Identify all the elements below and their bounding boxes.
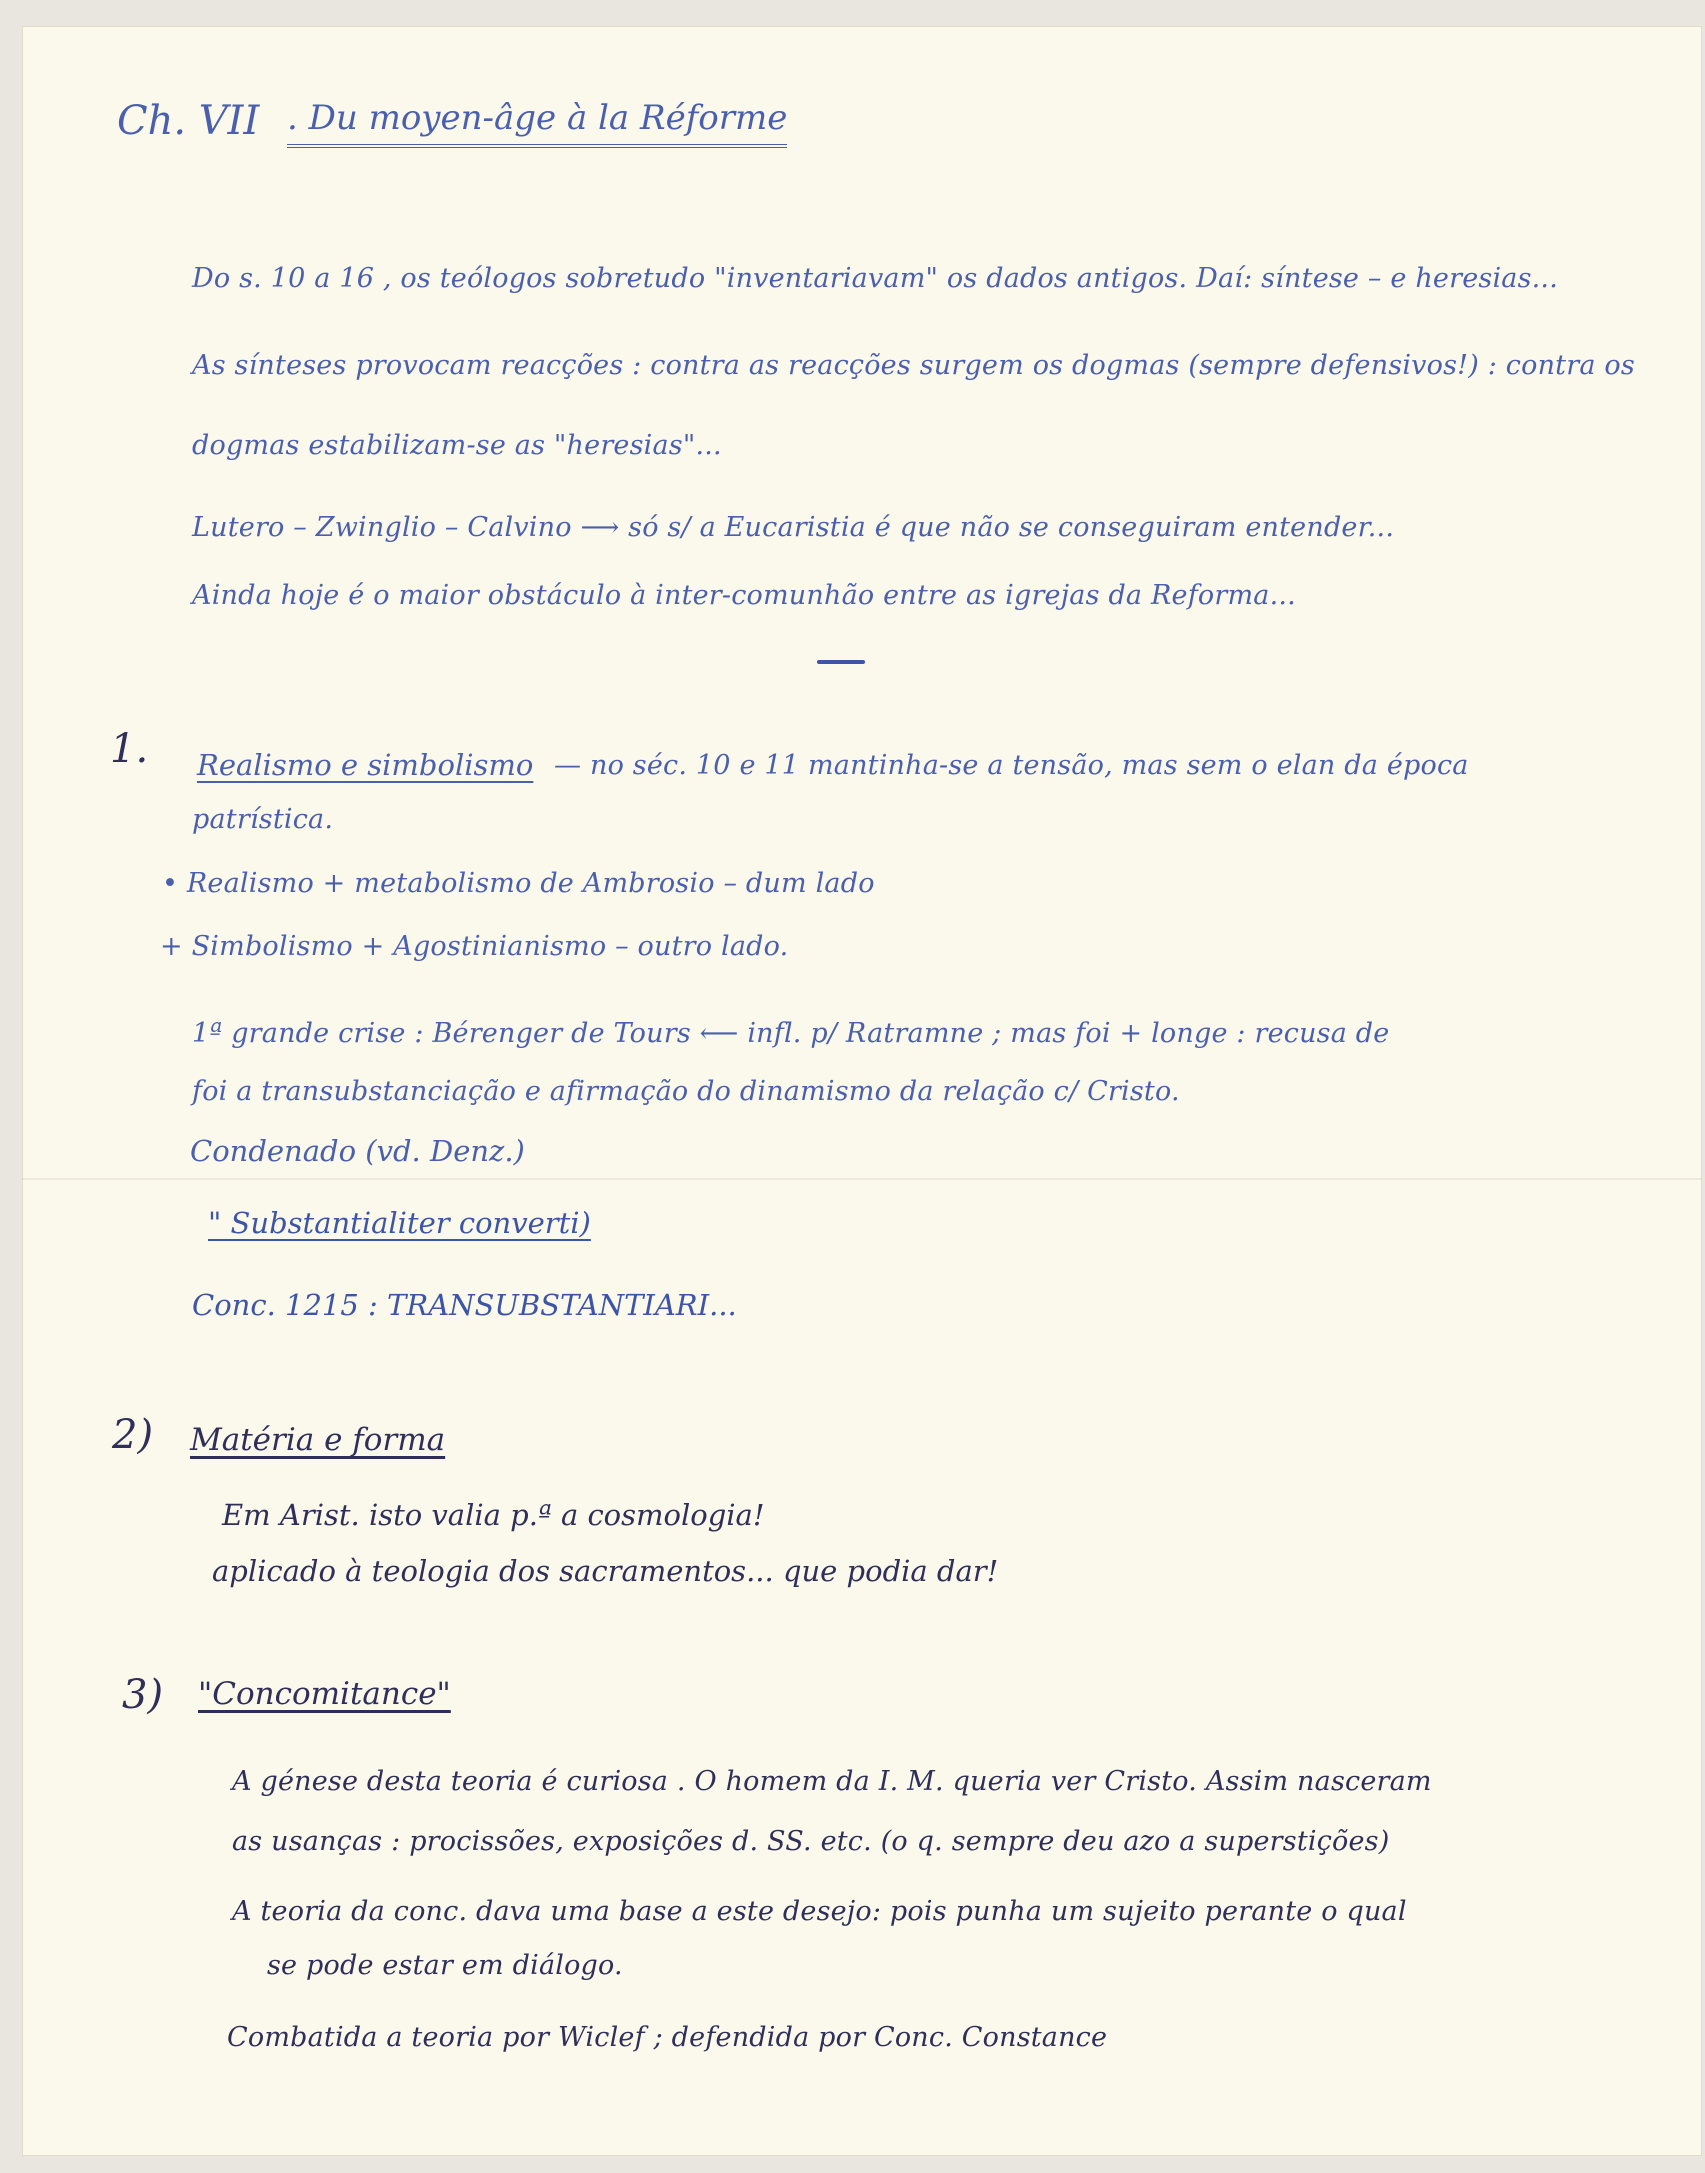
section-2-line-1: Em Arist. isto valia p.ª a cosmologia! bbox=[222, 1498, 765, 1532]
section-1-line-5: 1ª grande crise : Bérenger de Tours ⟵ infl. p/ Ratramne ; mas foi + longe : recusa de bbox=[192, 1018, 1390, 1049]
intro-line-5: Ainda hoje é o maior obstáculo à inter-comunhão entre as igrejas da Reforma... bbox=[192, 580, 1296, 611]
section-3-line-2: as usanças : procissões, exposições d. SS. etc. (o q. sempre deu azo a superstições) bbox=[232, 1826, 1390, 1857]
section-3-number: 3) bbox=[122, 1672, 164, 1718]
intro-line-1: Do s. 10 a 16 , os teólogos sobretudo "inventariavam" os dados antigos. Daí: síntese – e heresias... bbox=[192, 263, 1558, 294]
section-1-line-9: Conc. 1215 : TRANSUBSTANTIARI... bbox=[192, 1288, 737, 1322]
section-1-line-6: foi a transubstanciação e afirmação do dinamismo da relação c/ Cristo. bbox=[192, 1076, 1180, 1107]
section-1-line-3: • Realismo + metabolismo de Ambrosio – dum lado bbox=[162, 868, 875, 899]
section-1-line-7: Condenado (vd. Denz.) bbox=[190, 1134, 525, 1168]
intro-line-4: Lutero – Zwinglio – Calvino ⟶ só s/ a Eucaristia é que não se conseguiram entender... bbox=[192, 512, 1395, 543]
intro-line-3: dogmas estabilizam-se as "heresias"... bbox=[192, 430, 722, 461]
handwritten-page bbox=[22, 26, 1702, 2156]
intro-line-2: As sínteses provocam reacções : contra as reacções surgem os dogmas (sempre defensivos!) : contra os bbox=[192, 350, 1635, 381]
chapter-title: . Du moyen-âge à la Réforme bbox=[287, 98, 787, 148]
section-2-number: 2) bbox=[112, 1412, 154, 1458]
section-1-number: 1. bbox=[110, 726, 149, 772]
page-fold bbox=[22, 1178, 1702, 1180]
section-3-line-1: A génese desta teoria é curiosa . O homem da I. M. queria ver Cristo. Assim nasceram bbox=[232, 1766, 1432, 1797]
chapter-number: Ch. VII bbox=[117, 98, 260, 144]
section-1-line-4: + Simbolismo + Agostinianismo – outro lado. bbox=[160, 931, 789, 962]
section-1-line-1: — no séc. 10 e 11 mantinha-se a tensão, mas sem o elan da época bbox=[554, 750, 1469, 781]
section-3-line-3: A teoria da conc. dava uma base a este desejo: pois punha um sujeito perante o qual bbox=[232, 1896, 1407, 1927]
section-2-line-2: aplicado à teologia dos sacramentos... que podia dar! bbox=[212, 1554, 999, 1588]
section-3-line-4: se pode estar em diálogo. bbox=[267, 1950, 623, 1981]
section-1-heading: Realismo e simbolismo bbox=[197, 748, 534, 782]
section-2-heading: Matéria e forma bbox=[190, 1422, 446, 1458]
section-3-heading: "Concomitance" bbox=[198, 1676, 451, 1712]
section-3-line-5: Combatida a teoria por Wiclef ; defendida por Conc. Constance bbox=[227, 2022, 1108, 2053]
separator-dash bbox=[817, 660, 865, 664]
section-1-line-2: patrística. bbox=[192, 804, 334, 835]
section-1-line-8: " Substantialiter converti) bbox=[208, 1206, 591, 1240]
